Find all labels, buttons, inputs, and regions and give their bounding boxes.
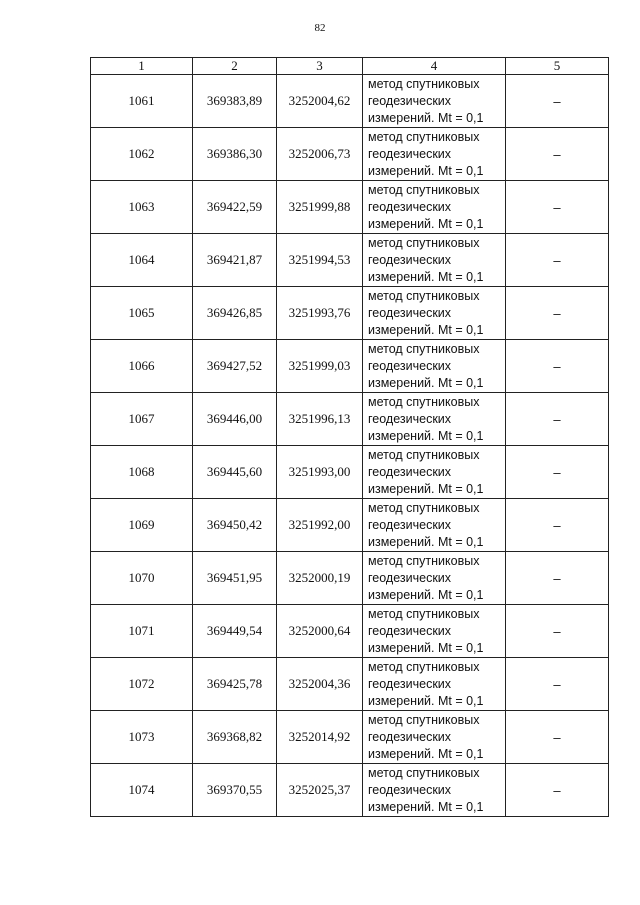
method-line: метод спутниковых [368,712,480,727]
header-col-3: 3 [277,58,363,75]
note-cell: – [506,499,609,552]
y-coordinate-cell: 3251993,00 [277,446,363,499]
method-line: измерений. Mt = 0,1 [368,375,484,390]
x-coordinate-cell: 369426,85 [193,287,277,340]
y-coordinate-cell: 3252000,64 [277,605,363,658]
method-line: измерений. Mt = 0,1 [368,693,484,708]
method-cell [363,446,506,499]
method-line: геодезических [368,464,452,479]
method-line: геодезических [368,676,452,691]
x-coordinate-cell: 369449,54 [193,605,277,658]
table-row [91,711,609,764]
x-coordinate-cell: 369446,00 [193,393,277,446]
method-line: геодезических [368,305,452,320]
x-coordinate-cell: 369445,60 [193,446,277,499]
note-cell: – [506,181,609,234]
method-cell [363,75,506,128]
method-line: измерений. Mt = 0,1 [368,640,484,655]
point-number-cell: 1067 [91,393,193,446]
point-number-cell: 1063 [91,181,193,234]
method-line: метод спутниковых [368,235,480,250]
note-cell: – [506,287,609,340]
header-col-2: 2 [193,58,277,75]
note-cell: – [506,605,609,658]
method-line: геодезических [368,199,452,214]
point-number-cell: 1073 [91,711,193,764]
table-row [91,446,609,499]
method-line: измерений. Mt = 0,1 [368,534,484,549]
y-coordinate-cell: 3252004,36 [277,658,363,711]
point-number-cell: 1065 [91,287,193,340]
method-line: метод спутниковых [368,500,480,515]
method-line: метод спутниковых [368,659,480,674]
point-number-cell: 1061 [91,75,193,128]
method-cell [363,340,506,393]
method-line: метод спутниковых [368,182,480,197]
method-line: геодезических [368,411,452,426]
note-cell: – [506,75,609,128]
x-coordinate-cell: 369450,42 [193,499,277,552]
header-col-4: 4 [363,58,506,75]
note-cell: – [506,340,609,393]
table-row [91,499,609,552]
table-row [91,128,609,181]
table-body [91,75,609,817]
method-line: геодезических [368,93,452,108]
method-line: геодезических [368,729,452,744]
method-cell [363,605,506,658]
method-line: измерений. Mt = 0,1 [368,746,484,761]
method-line: геодезических [368,570,452,585]
x-coordinate-cell: 369421,87 [193,234,277,287]
method-line: геодезических [368,623,452,638]
method-line: геодезических [368,358,452,373]
method-line: метод спутниковых [368,288,480,303]
method-line: метод спутниковых [368,394,480,409]
y-coordinate-cell: 3251992,00 [277,499,363,552]
point-number-cell: 1069 [91,499,193,552]
method-line: метод спутниковых [368,447,480,462]
method-line: измерений. Mt = 0,1 [368,269,484,284]
x-coordinate-cell: 369427,52 [193,340,277,393]
note-cell: – [506,234,609,287]
page-number: 82 [314,22,326,34]
x-coordinate-cell: 369422,59 [193,181,277,234]
method-line: измерений. Mt = 0,1 [368,481,484,496]
method-cell [363,234,506,287]
method-line: метод спутниковых [368,553,480,568]
point-number-cell: 1064 [91,234,193,287]
note-cell: – [506,764,609,817]
y-coordinate-cell: 3252025,37 [277,764,363,817]
table-row [91,764,609,817]
x-coordinate-cell: 369383,89 [193,75,277,128]
method-line: измерений. Mt = 0,1 [368,799,484,814]
method-cell [363,552,506,605]
x-coordinate-cell: 369451,95 [193,552,277,605]
note-cell: – [506,711,609,764]
method-line: измерений. Mt = 0,1 [368,110,484,125]
table-row [91,75,609,128]
y-coordinate-cell: 3252004,62 [277,75,363,128]
method-line: измерений. Mt = 0,1 [368,163,484,178]
method-line: измерений. Mt = 0,1 [368,428,484,443]
method-line: геодезических [368,252,452,267]
y-coordinate-cell: 3251999,03 [277,340,363,393]
x-coordinate-cell: 369370,55 [193,764,277,817]
header-col-5: 5 [506,58,609,75]
note-cell: – [506,128,609,181]
point-number-cell: 1071 [91,605,193,658]
y-coordinate-cell: 3252000,19 [277,552,363,605]
note-cell: – [506,552,609,605]
method-cell [363,128,506,181]
note-cell: – [506,446,609,499]
table-row [91,340,609,393]
method-line: метод спутниковых [368,606,480,621]
method-line: метод спутниковых [368,76,480,91]
method-line: измерений. Mt = 0,1 [368,216,484,231]
method-line: измерений. Mt = 0,1 [368,322,484,337]
x-coordinate-cell: 369425,78 [193,658,277,711]
method-line: метод спутниковых [368,129,480,144]
header-col-1: 1 [91,58,193,75]
point-number-cell: 1066 [91,340,193,393]
method-cell [363,181,506,234]
method-cell [363,658,506,711]
table-row [91,552,609,605]
method-cell [363,499,506,552]
method-line: метод спутниковых [368,765,480,780]
point-number-cell: 1068 [91,446,193,499]
method-cell [363,711,506,764]
method-cell [363,287,506,340]
method-line: метод спутниковых [368,341,480,356]
method-cell [363,393,506,446]
point-number-cell: 1062 [91,128,193,181]
y-coordinate-cell: 3251994,53 [277,234,363,287]
note-cell: – [506,658,609,711]
method-cell [363,764,506,817]
method-line: геодезических [368,517,452,532]
y-coordinate-cell: 3251996,13 [277,393,363,446]
table-row [91,287,609,340]
note-cell: – [506,393,609,446]
table-row [91,658,609,711]
y-coordinate-cell: 3251999,88 [277,181,363,234]
table-row [91,393,609,446]
table-row [91,181,609,234]
table-row [91,234,609,287]
method-line: геодезических [368,782,452,797]
table-row [91,605,609,658]
y-coordinate-cell: 3251993,76 [277,287,363,340]
method-line: измерений. Mt = 0,1 [368,587,484,602]
x-coordinate-cell: 369386,30 [193,128,277,181]
x-coordinate-cell: 369368,82 [193,711,277,764]
y-coordinate-cell: 3252014,92 [277,711,363,764]
point-number-cell: 1070 [91,552,193,605]
point-number-cell: 1072 [91,658,193,711]
coordinates-table [90,57,609,817]
point-number-cell: 1074 [91,764,193,817]
table-header-row [91,58,609,75]
method-line: геодезических [368,146,452,161]
y-coordinate-cell: 3252006,73 [277,128,363,181]
